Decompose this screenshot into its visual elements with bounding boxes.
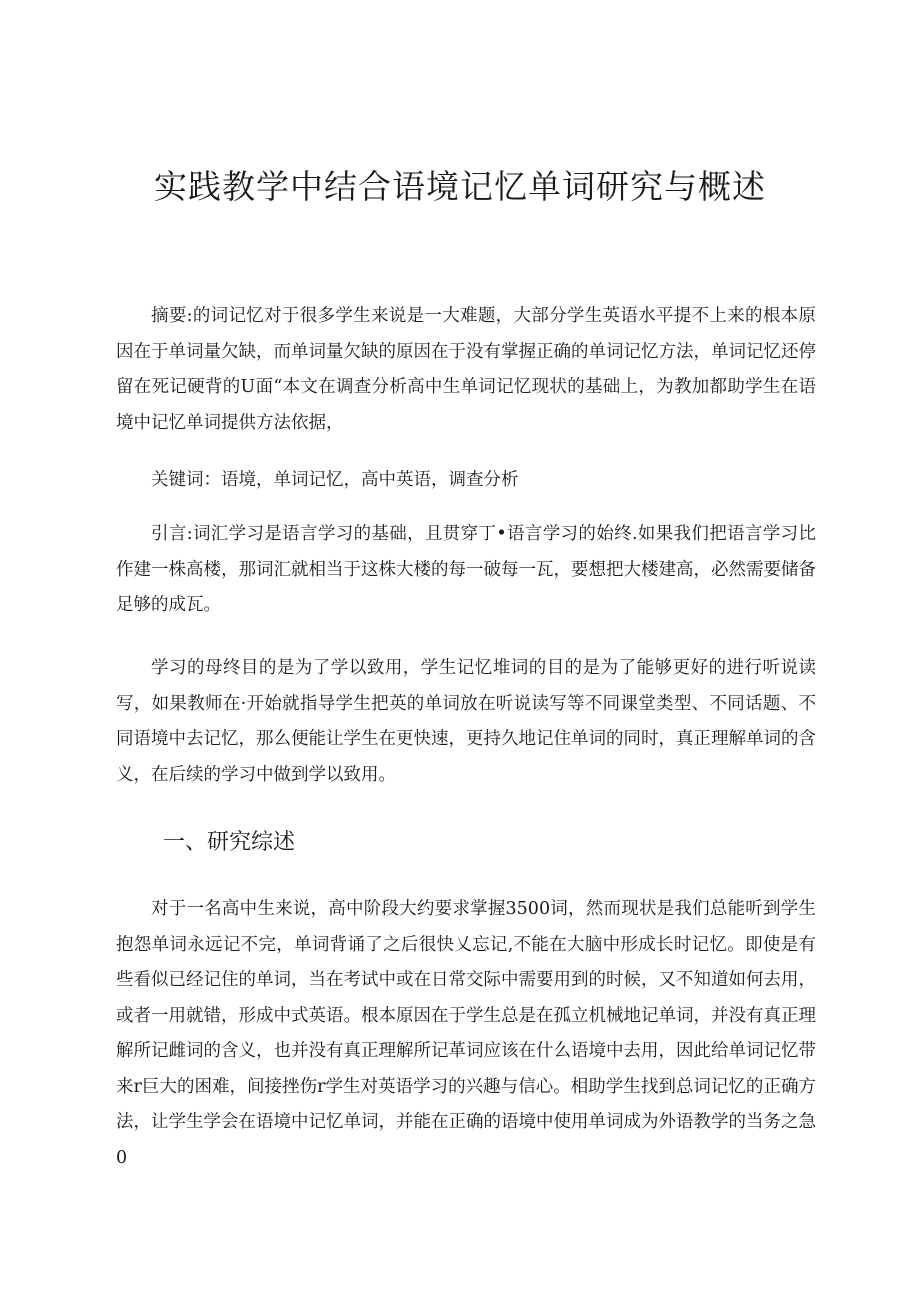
document-title: 实践教学中结合语境记忆单词研究与概述 <box>154 167 766 206</box>
abstract-text: 的词记忆对于很多学生来说是一大难题，大部分学生英语水平提不上来的根本原因在于单词量欠缺，而单词量欠缺的原因在于没有掌握正确的单词记忆方法，单词记忆还停留在死记硬背的U面“本文在调查分析高中生单词记忆现状的基础上，为教加都助学生在语境中记忆单词提供方法依据， <box>116 306 816 433</box>
intro-paragraph <box>116 517 816 624</box>
abstract-label: 摘要: <box>151 306 193 326</box>
purpose-paragraph: 学习的母终目的是为了学以致用，学生记忆堆词的目的是为了能够更好的进行听说读写，如果教师在·开始就指导学生把英的单词放在听说读写等不同课堂类型、不同话题、不同语境中去记忆，那么便能让学生在更快速，更持久地记住单词的同时，真正理解单词的含义，在后续的学习中做到学以致用。 <box>116 658 816 785</box>
keywords-label: 关键词： <box>151 470 221 490</box>
keywords-text: 语境，单词记忆，高中英语，调查分析 <box>221 470 519 490</box>
keywords-paragraph <box>116 463 816 499</box>
section-heading: 一、研究综述 <box>163 830 296 855</box>
intro-label: 引言: <box>151 524 193 544</box>
review-paragraph: 对于一名高中生来说，高中阶段大约要求掌握3500词，然而现状是我们总能听到学生抱怨单词永远记不完，单词背诵了之后很快乂忘记,不能在大脑中形成长时记忆。即使是有些看似已经记住的单词，当在考试中或在日常交际中需要用到的时候，又不知道如何去用，或者一用就错，形成中式英语。根本原因在于学生总是在孤立机械地记单词，并没有真正理解所记雌词的含义，也并没有真正理解所记革词应该在什么语境中去用，因此给单词记忆带来r巨大的困难，间接挫伤r学生对英语学习的兴趣与信心。相助学生找到总词记忆的正确方法，让学生学会在语境中记忆单词，并能在正确的语境中使用单词成为外语教学的当务之急0 <box>116 899 816 1168</box>
intro-text: 词汇学习是语言学习的基础，且贯穿丁•语言学习的始终.如果我们把语言学习比作建一株高楼，那词汇就相当于这株大楼的每一破每一瓦，要想把大楼建高，必然需要储备足够的成瓦。 <box>116 524 816 615</box>
abstract-paragraph <box>116 299 816 441</box>
